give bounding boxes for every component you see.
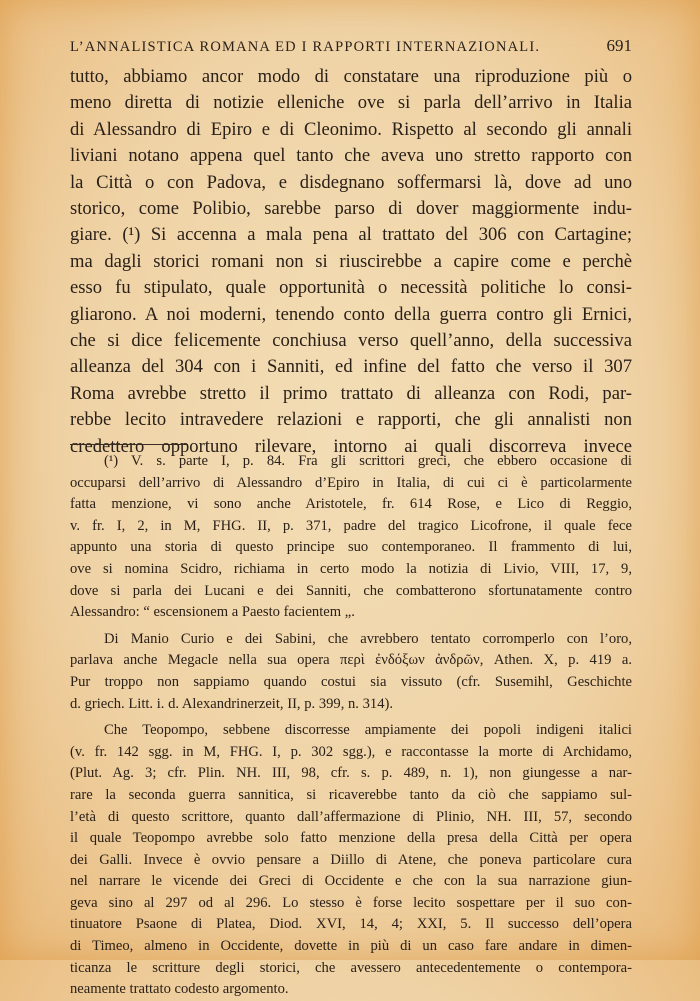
text-line: esso fu stipulato, quale opportunità o necessità politiche lo consi- [70,277,632,299]
footnote-line: rare la seconda guerra sannitica, si ricaverebbe tanto da ciò che sappiamo sul- [70,786,632,803]
running-title: L’ANNALISTICA ROMANA ED I RAPPORTI INTERNAZIONALI. [70,39,541,55]
main-text [70,64,632,460]
footnote-line: Di Manio Curio e dei Sabini, che avrebbero tentato corromperlo con l’oro, [104,630,632,647]
footnote-line: parlava anche Megacle nella sua opera περὶ ἐνδόξων ἀνδρῶν, Athen. X, p. 419 a. [70,652,632,669]
footnote-line: Pur troppo non sappiamo quando costui sia vissuto (cfr. Susemihl, Geschichte [70,673,632,690]
footnote-line: (v. fr. 142 sgg. in M, FHG. I, p. 302 sgg.), e raccontasse la morte di Archidamo, [70,743,632,760]
text-line: di Alessandro di Epiro e di Cleonimo. Rispetto al secondo gli annali [70,118,632,140]
footnote-line: ticanza le scritture degli storici, che avessero antecedentemente o contempora- [70,959,632,976]
text-line: ma dagli storici romani non si riuscirebbe a capire come e perchè [70,250,632,272]
page-number: 691 [606,36,632,55]
footnote-line: l’età di questo scrittore, quanto dall’affermazione di Plinio, NH. III, 57, secondo [70,808,632,825]
footnote-line: Che Teopompo, sebbene discorresse ampiamente dei popoli indigeni italici [104,722,632,739]
footnote-line: (¹) V. s. parte I, p. 84. Fra gli scrittori greci, che ebbero occasione di [104,453,632,469]
footnote-line: di Timeo, almeno in Occidente, dovette in più di un caso fare andare in dimen- [70,938,632,955]
footnote-paragraph-3 [70,720,632,1001]
footnote-line: il quale Teopompo avrebbe solo fatto menzione della presa della Città per opera [70,830,632,847]
footnotes [70,451,632,1001]
text-line: Roma avrebbe stretto il primo trattato di alleanza con Rodi, par- [70,382,632,404]
text-line: gliarono. A noi moderni, tenendo conto della guerra contro gli Ernici, [70,303,632,325]
text-line: la Città o con Padova, e disdegnano soffermarsi là, dove ad uno [70,171,632,193]
footnote-divider [70,444,188,445]
text-line: storico, come Polibio, sarebbe parso di dover maggiormente indu- [70,198,632,220]
text-line: che si dice felicemente conchiusa verso quell’anno, della successiva [70,330,632,352]
text-line: alleanza del 304 con i Sanniti, ed infine del fatto che verso il 307 [70,356,632,378]
running-header [70,36,632,56]
text-line: liviani notano appena quel tanto che aveva uno stretto rapporto con [70,145,632,167]
footnote-line: d. griech. Litt. i. d. Alexandrinerzeit, II, p. 399, n. 314). [70,695,394,712]
footnote-paragraph-1 [70,451,632,624]
footnote-line: geva sino al 297 od al 296. Lo stesso è forse lecito sospettare per il suo con- [70,894,632,911]
footnote-line: neamente trattato codesto argomento. [70,981,289,998]
footnote-line: tinuatore Psaone di Platea, Diod. XVI, 14, 4; XXI, 5. Il successo dell’opera [70,916,632,933]
text-line: tutto, abbiamo ancor modo di constatare una riproduzione più o [70,66,632,87]
text-line: credettero opportuno rilevare, intorno ai quali discorreva invece [70,435,632,457]
footnote-line: fatta menzione, vi sono anche Aristotele, fr. 614 Rose, e Lico di Reggio, [70,496,632,513]
text-line: giare. (¹) Si accenna a mala pena al trattato del 306 con Cartagine; [70,224,632,246]
footnote-line: (Plut. Ag. 3; cfr. Plin. NH. III, 98, cfr. s. p. 489, n. 1), non giungesse a nar- [70,765,632,782]
footnote-line: ove si nomina Scidro, richiama in certo modo la notizia di Livio, VIII, 17, 9, [70,560,632,577]
footnote-line: nel narrare le vicende dei Greci di Occidente e che con la sua narrazione giun- [70,873,632,890]
footnote-line: Alessandro: “ escensionem a Paesto facientem „. [70,604,355,621]
footnote-line: dove si parla dei Lucani e dei Sanniti, che combatterono sfortunatamente contro [70,582,632,599]
footnote-line: dei Galli. Invece è ovvio pensare a Diillo di Atene, che poneva particolare cura [70,851,632,868]
text-line: meno diretta di notizie elleniche ove si parla dell’arrivo in Italia [70,92,632,114]
footnote-line: occuparsi dell’arrivo di Alessandro d’Epiro in Italia, di cui ci è particolarmente [70,474,632,491]
footnote-paragraph-2 [70,629,632,715]
footnote-line: appunto una storia di questo principe suo contemporaneo. Il frammento di lui, [70,539,632,556]
footnote-line: v. fr. I, 2, in M, FHG. II, p. 371, padre del tragico Licofrone, il quale fece [70,517,632,534]
text-line: rebbe lecito intravedere relazioni e rapporti, che gli annalisti non [70,409,632,431]
